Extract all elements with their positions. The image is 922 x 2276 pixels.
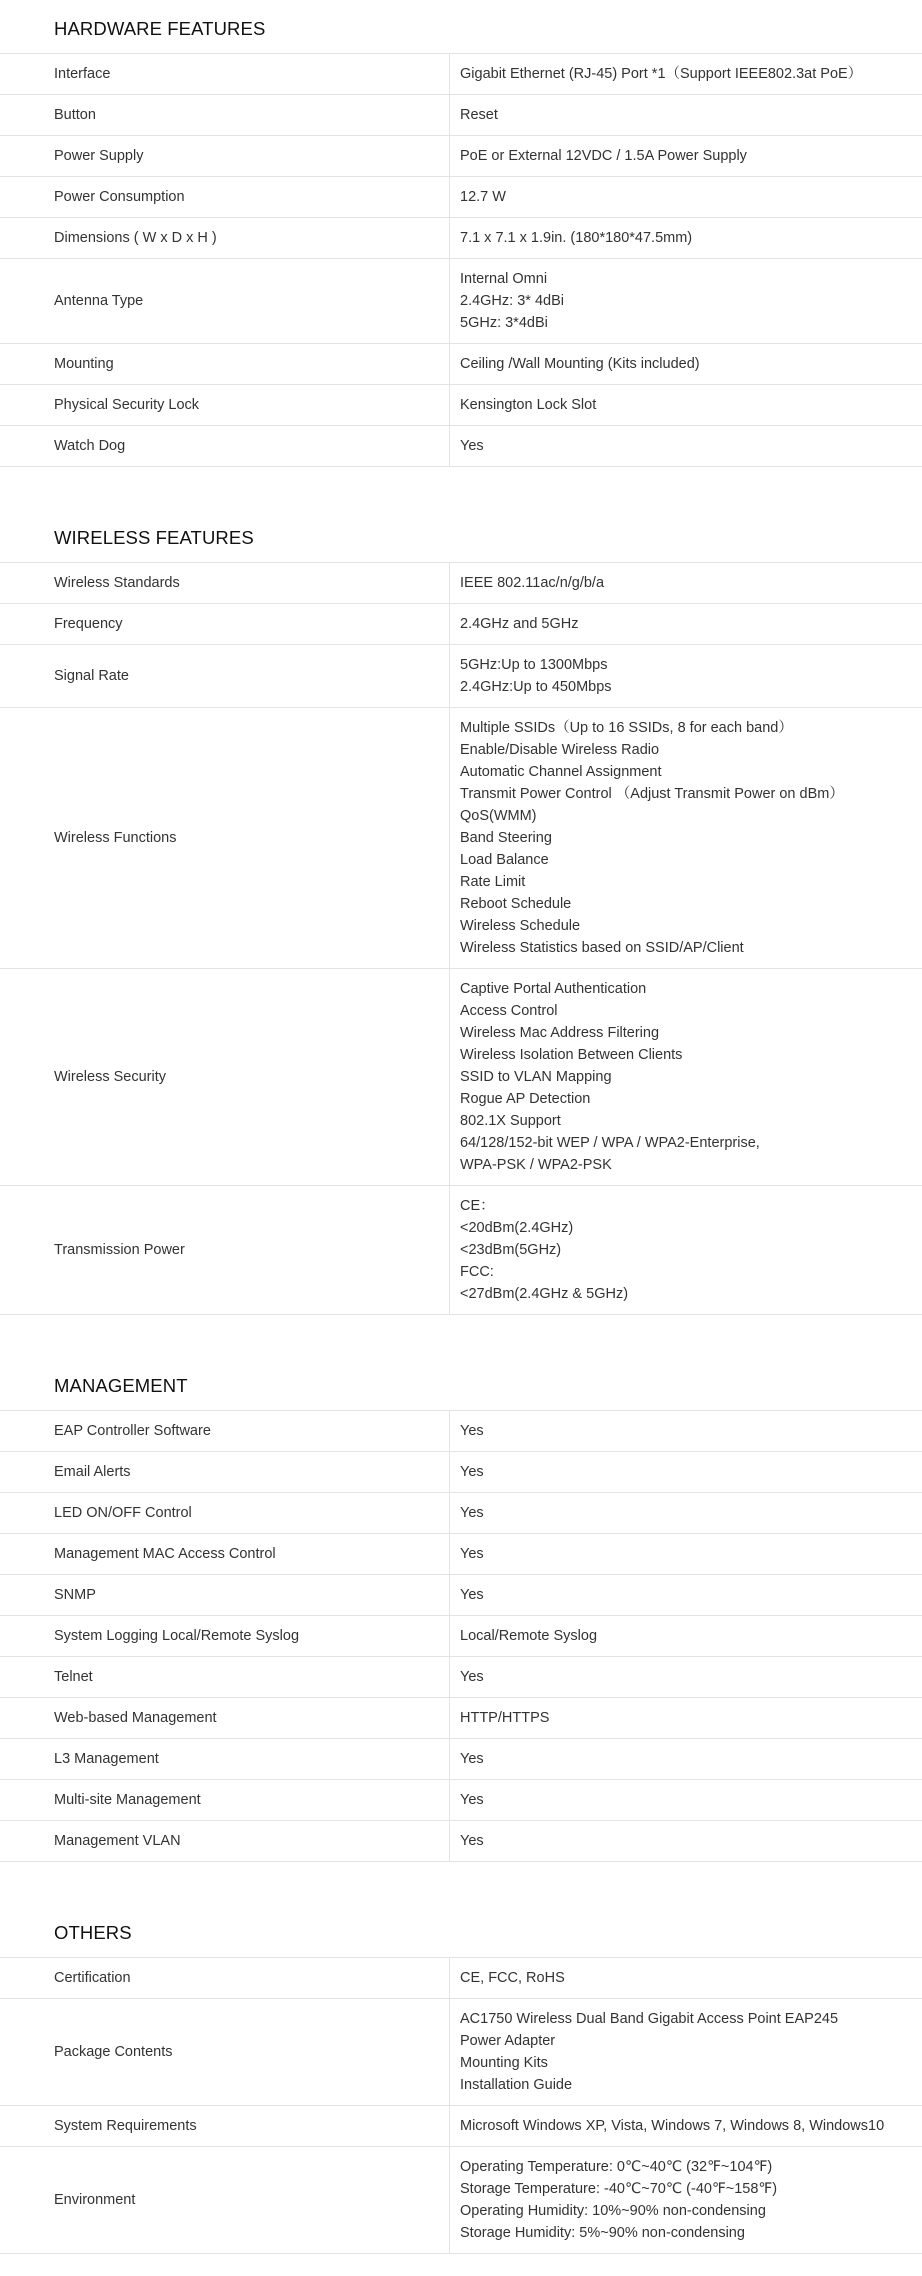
- spec-value-line: 2.4GHz and 5GHz: [460, 616, 579, 632]
- spec-value: [450, 1534, 922, 1574]
- spec-value-line: Operating Temperature: 0℃~40℃ (32℉~104℉): [460, 2159, 773, 2175]
- spec-row: [0, 136, 922, 177]
- spec-value-line: Wireless Schedule: [460, 918, 581, 934]
- section-spacer: [0, 467, 922, 509]
- spec-value: [450, 1575, 922, 1615]
- spec-value-line: Yes: [460, 1669, 484, 1685]
- spec-value-line: 802.1X Support: [460, 1113, 561, 1129]
- spec-value: [450, 259, 922, 343]
- spec-row: [0, 604, 922, 645]
- spec-name: Certification: [0, 1958, 450, 1998]
- spec-value: [450, 1958, 922, 1998]
- spec-row: [0, 177, 922, 218]
- spec-name: Web-based Management: [0, 1698, 450, 1738]
- spec-row: [0, 708, 922, 969]
- spec-row: [0, 1186, 922, 1315]
- spec-value-line: <27dBm(2.4GHz & 5GHz): [460, 1286, 629, 1302]
- spec-value-line: CE：: [460, 1198, 495, 1214]
- spec-value-line: Yes: [460, 438, 484, 454]
- spec-value-line: AC1750 Wireless Dual Band Gigabit Access Point EAP245: [460, 2011, 839, 2027]
- spec-name: Transmission Power: [0, 1186, 450, 1314]
- spec-name: L3 Management: [0, 1739, 450, 1779]
- spec-value: [450, 218, 922, 258]
- spec-value: [450, 2147, 922, 2253]
- spec-value: [450, 2106, 922, 2146]
- spec-row: [0, 426, 922, 467]
- spec-value: [450, 563, 922, 603]
- spec-value-line: PoE or External 12VDC / 1.5A Power Supply: [460, 148, 747, 164]
- spec-value-line: Yes: [460, 1833, 484, 1849]
- spec-value-line: Enable/Disable Wireless Radio: [460, 742, 660, 758]
- spec-row: [0, 1780, 922, 1821]
- section-hardware-features: [0, 0, 922, 509]
- spec-row: [0, 1575, 922, 1616]
- spec-row: [0, 1821, 922, 1862]
- spec-name: LED ON/OFF Control: [0, 1493, 450, 1533]
- spec-value-line: Reset: [460, 107, 498, 123]
- spec-name: Telnet: [0, 1657, 450, 1697]
- spec-row: [0, 1616, 922, 1657]
- spec-value: [450, 1186, 922, 1314]
- spec-name: EAP Controller Software: [0, 1411, 450, 1451]
- spec-value: [450, 708, 922, 968]
- spec-row: [0, 2106, 922, 2147]
- spec-value-line: Transmit Power Control （Adjust Transmit Power on dBm）: [460, 786, 844, 802]
- spec-value-line: Yes: [460, 1792, 484, 1808]
- spec-name: Wireless Functions: [0, 708, 450, 968]
- spec-row: [0, 1493, 922, 1534]
- spec-name: Power Supply: [0, 136, 450, 176]
- spec-value-line: Yes: [460, 1464, 484, 1480]
- spec-row: [0, 1698, 922, 1739]
- spec-value-line: Power Adapter: [460, 2033, 556, 2049]
- spec-name: Wireless Standards: [0, 563, 450, 603]
- spec-value: [450, 136, 922, 176]
- spec-value-line: Kensington Lock Slot: [460, 397, 597, 413]
- spec-row: [0, 218, 922, 259]
- spec-value-line: <20dBm(2.4GHz): [460, 1220, 574, 1236]
- spec-value-line: Yes: [460, 1751, 484, 1767]
- section-spacer: [0, 1862, 922, 1904]
- spec-value: [450, 604, 922, 644]
- spec-value: [450, 385, 922, 425]
- spec-value: [450, 1616, 922, 1656]
- spec-name: Power Consumption: [0, 177, 450, 217]
- spec-value-line: Band Steering: [460, 830, 552, 846]
- spec-name: Management MAC Access Control: [0, 1534, 450, 1574]
- spec-row: [0, 1958, 922, 1999]
- spec-value-line: Ceiling /Wall Mounting (Kits included): [460, 356, 700, 372]
- spec-value: [450, 1452, 922, 1492]
- spec-value-line: 2.4GHz:Up to 450Mbps: [460, 679, 612, 695]
- section-management: [0, 1357, 922, 1904]
- spec-name: Email Alerts: [0, 1452, 450, 1492]
- spec-value-line: Storage Temperature: -40℃~70℃ (-40℉~158℉): [460, 2181, 778, 2197]
- spec-name: Wireless Security: [0, 969, 450, 1185]
- spec-value-line: CE, FCC, RoHS: [460, 1970, 565, 1986]
- spec-name: Mounting: [0, 344, 450, 384]
- spec-value: [450, 95, 922, 135]
- section-title: OTHERS: [0, 1904, 922, 1958]
- spec-value: [450, 1411, 922, 1451]
- spec-name: Package Contents: [0, 1999, 450, 2105]
- spec-value-line: 5GHz:Up to 1300Mbps: [460, 657, 608, 673]
- spec-row: [0, 1534, 922, 1575]
- spec-row: [0, 645, 922, 708]
- spec-row: [0, 1739, 922, 1780]
- spec-name: Antenna Type: [0, 259, 450, 343]
- spec-value-line: Load Balance: [460, 852, 549, 868]
- spec-value-line: Gigabit Ethernet (RJ-45) Port *1（Support IEEE802.3at PoE）: [460, 66, 863, 82]
- section-title: MANAGEMENT: [0, 1357, 922, 1411]
- spec-row: [0, 1411, 922, 1452]
- spec-value: [450, 645, 922, 707]
- spec-row: [0, 1999, 922, 2106]
- spec-row: [0, 969, 922, 1186]
- spec-value-line: Access Control: [460, 1003, 558, 1019]
- spec-value-line: <23dBm(5GHz): [460, 1242, 562, 1258]
- spec-value-line: Reboot Schedule: [460, 896, 572, 912]
- spec-value: [450, 426, 922, 466]
- spec-value-line: Mounting Kits: [460, 2055, 548, 2071]
- spec-row: [0, 563, 922, 604]
- section-wireless-features: [0, 509, 922, 1357]
- spec-value-line: HTTP/HTTPS: [460, 1710, 550, 1726]
- spec-table: [0, 1411, 922, 1862]
- spec-value-line: Wireless Mac Address Filtering: [460, 1025, 660, 1041]
- spec-table: [0, 54, 922, 467]
- spec-value: [450, 54, 922, 94]
- section-title: WIRELESS FEATURES: [0, 509, 922, 563]
- spec-value-line: Local/Remote Syslog: [460, 1628, 598, 1644]
- spec-value-line: 7.1 x 7.1 x 1.9in. (180*180*47.5mm): [460, 230, 693, 246]
- spec-row: [0, 95, 922, 136]
- spec-name: SNMP: [0, 1575, 450, 1615]
- spec-value-line: Installation Guide: [460, 2077, 573, 2093]
- spec-name: Dimensions ( W x D x H ): [0, 218, 450, 258]
- spec-name: Multi-site Management: [0, 1780, 450, 1820]
- spec-value-line: Rogue AP Detection: [460, 1091, 591, 1107]
- spec-row: [0, 344, 922, 385]
- spec-row: [0, 385, 922, 426]
- spec-value: [450, 1780, 922, 1820]
- spec-row: [0, 54, 922, 95]
- spec-value: [450, 1698, 922, 1738]
- spec-value-line: IEEE 802.11ac/n/g/b/a: [460, 575, 605, 591]
- spec-value-line: 5GHz: 3*4dBi: [460, 315, 548, 331]
- spec-name: Signal Rate: [0, 645, 450, 707]
- spec-value: [450, 1493, 922, 1533]
- spec-name: Watch Dog: [0, 426, 450, 466]
- spec-value-line: Yes: [460, 1546, 484, 1562]
- spec-value-line: Yes: [460, 1587, 484, 1603]
- spec-name: System Requirements: [0, 2106, 450, 2146]
- spec-value: [450, 969, 922, 1185]
- spec-name: System Logging Local/Remote Syslog: [0, 1616, 450, 1656]
- section-title: HARDWARE FEATURES: [0, 0, 922, 54]
- spec-value-line: Wireless Isolation Between Clients: [460, 1047, 683, 1063]
- spec-value-line: WPA-PSK / WPA2-PSK: [460, 1157, 612, 1173]
- spec-value-line: Wireless Statistics based on SSID/AP/Client: [460, 940, 744, 956]
- spec-name: Environment: [0, 2147, 450, 2253]
- spec-value-line: QoS(WMM): [460, 808, 537, 824]
- spec-name: Management VLAN: [0, 1821, 450, 1861]
- spec-value: [450, 1999, 922, 2105]
- spec-value-line: Storage Humidity: 5%~90% non-condensing: [460, 2225, 745, 2241]
- spec-row: [0, 259, 922, 344]
- spec-name: Button: [0, 95, 450, 135]
- spec-value: [450, 344, 922, 384]
- spec-value: [450, 1657, 922, 1697]
- spec-row: [0, 1657, 922, 1698]
- spec-value-line: Yes: [460, 1505, 484, 1521]
- spec-value-line: FCC:: [460, 1264, 494, 1280]
- spec-value-line: Rate Limit: [460, 874, 526, 890]
- spec-value-line: Internal Omni: [460, 271, 548, 287]
- spec-value-line: Microsoft Windows XP, Vista, Windows 7, Windows 8, Windows10: [460, 2118, 885, 2134]
- spec-value-line: Operating Humidity: 10%~90% non-condensing: [460, 2203, 766, 2219]
- spec-row: [0, 1452, 922, 1493]
- section-others: [0, 1904, 922, 2254]
- spec-name: Physical Security Lock: [0, 385, 450, 425]
- spec-value: [450, 1821, 922, 1861]
- spec-value-line: Captive Portal Authentication: [460, 981, 647, 997]
- spec-value-line: Yes: [460, 1423, 484, 1439]
- spec-value-line: Automatic Channel Assignment: [460, 764, 662, 780]
- spec-value-line: Multiple SSIDs（Up to 16 SSIDs, 8 for each band）: [460, 720, 793, 736]
- spec-value-line: 2.4GHz: 3* 4dBi: [460, 293, 564, 309]
- spec-table: [0, 1958, 922, 2254]
- spec-value-line: 64/128/152-bit WEP / WPA / WPA2-Enterprise,: [460, 1135, 760, 1151]
- spec-value: [450, 177, 922, 217]
- spec-row: [0, 2147, 922, 2254]
- section-spacer: [0, 1315, 922, 1357]
- spec-name: Frequency: [0, 604, 450, 644]
- spec-value-line: SSID to VLAN Mapping: [460, 1069, 612, 1085]
- spec-name: Interface: [0, 54, 450, 94]
- spec-value-line: 12.7 W: [460, 189, 506, 205]
- spec-table: [0, 563, 922, 1315]
- spec-value: [450, 1739, 922, 1779]
